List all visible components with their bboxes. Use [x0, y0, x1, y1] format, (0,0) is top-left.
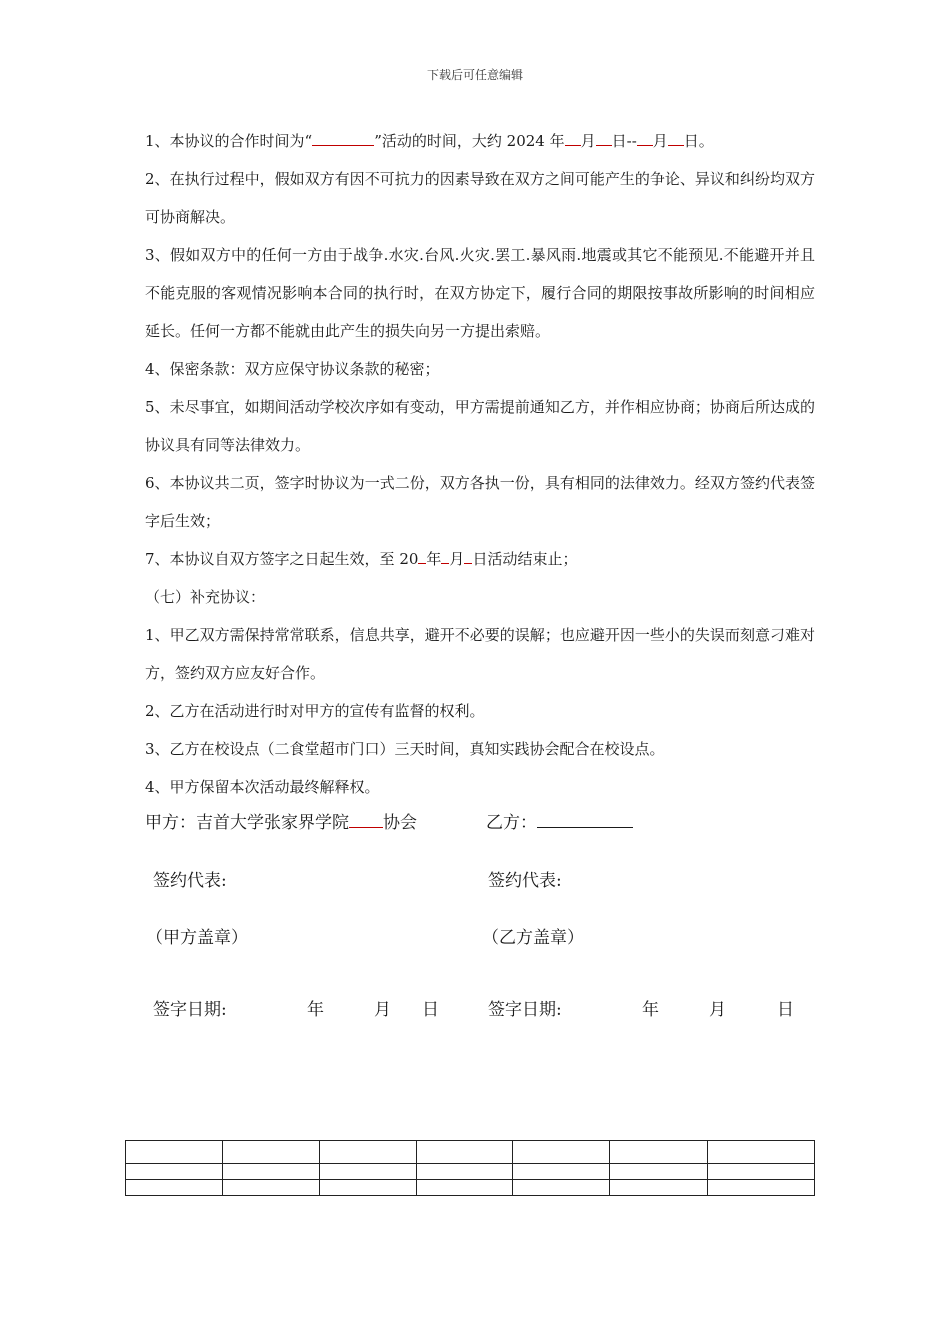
date-label-a: 签字日期: [153, 1000, 227, 1020]
clause-7-year: 年 [426, 550, 442, 568]
table-cell [126, 1164, 223, 1180]
table-row [126, 1164, 815, 1180]
table-cell [513, 1164, 610, 1180]
date-label-b: 签字日期: [488, 1000, 562, 1020]
seal-a: （甲方盖章） [146, 928, 248, 948]
table-cell [416, 1180, 513, 1196]
date-b-year: 年 [642, 1000, 659, 1020]
table-cell [708, 1164, 815, 1180]
table-cell [222, 1164, 319, 1180]
table-cell [513, 1141, 610, 1164]
supplement-3: 3、乙方在校设点（二食堂超市门口）三天时间，真知实践协会配合在校设点。 [145, 740, 665, 758]
date-b-day: 日 [777, 1000, 794, 1020]
table-cell [610, 1180, 708, 1196]
table-cell [319, 1180, 416, 1196]
supplement-heading: （七）补充协议： [145, 588, 266, 606]
seal-b: （乙方盖章） [482, 928, 584, 948]
clause-7-prefix: 7、本协议自双方签字之日起生效，至 20 [145, 550, 419, 568]
table-row [126, 1180, 815, 1196]
day-blank-1 [596, 129, 612, 146]
day-blank-2 [668, 129, 684, 146]
date-a-year: 年 [307, 1000, 324, 1020]
table-cell [126, 1141, 223, 1164]
month-blank-1 [565, 129, 581, 146]
clause-1-day2: 日。 [683, 132, 714, 150]
party-a-label: 甲方：吉首大学张家界学院 [145, 813, 349, 833]
clause-1-day1: 日-- [611, 132, 637, 150]
event-name-blank [312, 129, 374, 146]
table-cell [610, 1164, 708, 1180]
date-a-day: 日 [422, 1000, 439, 1020]
clause-3: 3、假如双方中的任何一方由于战争.水灾.台风.火灾.罢工.暴风雨.地震或其它不能预见.不能避开并且不能克服的客观情况影响本合同的执行时，在双方协定下，履行合同的期限按事故所影响的时间相应延长。任何一方都不能就由此产生的损失向另一方提出索赔。 [145, 246, 815, 340]
date-a-month: 月 [374, 1000, 391, 1020]
clause-1-prefix: 1、本协议的合作时间为“ [145, 132, 313, 150]
supplement-1: 1、甲乙双方需保持常常联系，信息共享，避开不必要的误解；也应避开因一些小的失误而刻意刁难对方，签约双方应友好合作。 [145, 626, 815, 682]
supplement-4: 4、甲方保留本次活动最终解释权。 [145, 778, 380, 796]
clause-4: 4、保密条款：双方应保守协议条款的秘密； [145, 360, 440, 378]
table-cell [416, 1141, 513, 1164]
clause-5: 5、未尽事宜，如期间活动学校次序如有变动，甲方需提前通知乙方，并作相应协商；协商后所达成的协议具有同等法律效力。 [145, 398, 815, 454]
rep-a: 签约代表: [153, 871, 227, 891]
party-a-association-blank [349, 811, 383, 828]
table-cell [126, 1180, 223, 1196]
date-b-month: 月 [709, 1000, 726, 1020]
table-cell [319, 1164, 416, 1180]
table-cell [222, 1180, 319, 1196]
clause-1-month2: 月 [652, 132, 668, 150]
supplement-2: 2、乙方在活动进行时对甲方的宣传有监督的权利。 [145, 702, 485, 720]
table-cell [708, 1141, 815, 1164]
agreement-body [145, 122, 815, 806]
month-blank-2 [637, 129, 653, 146]
party-b-blank [537, 811, 633, 828]
party-b-line [486, 808, 633, 833]
table-cell [610, 1141, 708, 1164]
clause-1-month1: 月 [580, 132, 596, 150]
clause-6: 6、本协议共二页，签字时协议为一式二份，双方各执一份，具有相同的法律效力。经双方签约代表签字后生效； [145, 474, 815, 530]
clause-1-mid: ”活动的时间，大约 2024 年 [374, 132, 565, 150]
clause-1 [145, 122, 815, 160]
table-cell [708, 1180, 815, 1196]
table-cell [513, 1180, 610, 1196]
clause-2: 2、在执行过程中，假如双方有因不可抗力的因素导致在双方之间可能产生的争论、异议和纠纷均双方可协商解决。 [145, 170, 815, 226]
party-b-label: 乙方： [486, 813, 537, 833]
header-note: 下载后可任意编辑 [426, 68, 523, 82]
clause-7-month: 月 [449, 550, 465, 568]
blank-table [125, 1140, 815, 1196]
table-cell [222, 1141, 319, 1164]
party-a-line [145, 808, 417, 833]
rep-b: 签约代表: [488, 871, 562, 891]
table-cell [416, 1164, 513, 1180]
party-a-suffix: 协会 [383, 813, 417, 833]
table-cell [319, 1141, 416, 1164]
clause-7-suffix: 日活动结束止； [472, 550, 578, 568]
table-row [126, 1141, 815, 1164]
clause-7 [145, 540, 815, 578]
